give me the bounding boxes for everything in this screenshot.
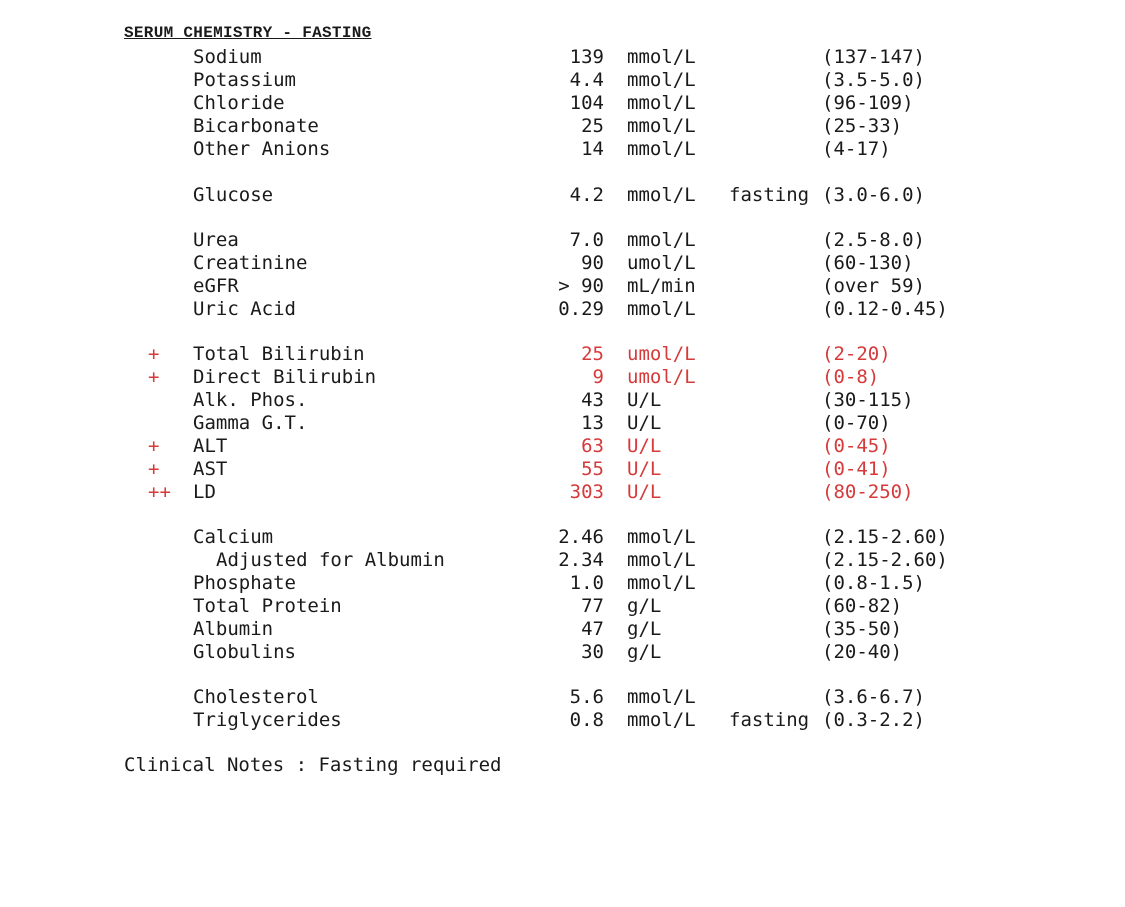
result-unit: umol/L	[627, 366, 696, 388]
result-row	[0, 298, 1125, 321]
reference-range: (4-17)	[822, 138, 891, 160]
result-unit: mmol/L	[627, 686, 696, 708]
reference-range: (60-82)	[822, 595, 903, 617]
reference-range: (3.0-6.0)	[822, 184, 925, 206]
test-name: Gamma G.T.	[193, 412, 308, 434]
result-row	[0, 686, 1125, 709]
result-unit: mmol/L	[627, 184, 696, 206]
reference-range: (80-250)	[822, 481, 914, 503]
reference-range: (2.15-2.60)	[822, 549, 948, 571]
reference-range: (3.6-6.7)	[822, 686, 925, 708]
result-value: 30	[581, 641, 604, 663]
reference-range: (over 59)	[822, 275, 925, 297]
reference-range: (0.8-1.5)	[822, 572, 925, 594]
test-name: Triglycerides	[193, 709, 342, 731]
test-name: Total Protein	[193, 595, 342, 617]
result-row	[0, 389, 1125, 412]
result-flag: +	[148, 458, 160, 480]
result-value: 104	[569, 92, 604, 114]
result-unit: U/L	[627, 412, 662, 434]
result-flag: +	[148, 366, 160, 388]
reference-range: (35-50)	[822, 618, 903, 640]
report-title: SERUM CHEMISTRY - FASTING	[124, 24, 372, 42]
result-unit: U/L	[627, 435, 662, 457]
test-name: Chloride	[193, 92, 285, 114]
reference-range: (96-109)	[822, 92, 914, 114]
result-unit: U/L	[627, 481, 662, 503]
reference-range: (25-33)	[822, 115, 903, 137]
result-unit: mmol/L	[627, 69, 696, 91]
test-name: Albumin	[193, 618, 274, 640]
result-row	[0, 229, 1125, 252]
result-value: 63	[581, 435, 604, 457]
reference-range: (0-41)	[822, 458, 891, 480]
result-value: 5.6	[569, 686, 604, 708]
result-unit: mL/min	[627, 275, 696, 297]
result-value: 139	[569, 46, 604, 68]
result-unit: mmol/L	[627, 709, 696, 731]
result-value: 2.46	[558, 526, 604, 548]
result-row	[0, 709, 1125, 732]
result-row	[0, 572, 1125, 595]
result-row	[0, 458, 1125, 481]
result-unit: mmol/L	[627, 526, 696, 548]
test-name: Direct Bilirubin	[193, 366, 377, 388]
result-value: 90	[581, 252, 604, 274]
result-unit: mmol/L	[627, 229, 696, 251]
result-flag: +	[148, 343, 160, 365]
test-name: Glucose	[193, 184, 274, 206]
result-row	[0, 595, 1125, 618]
reference-range: (0-70)	[822, 412, 891, 434]
test-name: Urea	[193, 229, 239, 251]
result-unit: mmol/L	[627, 138, 696, 160]
result-unit: U/L	[627, 389, 662, 411]
reference-range: (137-147)	[822, 46, 925, 68]
test-name: Sodium	[193, 46, 262, 68]
result-value: 55	[581, 458, 604, 480]
result-value: 43	[581, 389, 604, 411]
result-unit: mmol/L	[627, 298, 696, 320]
result-unit: mmol/L	[627, 46, 696, 68]
result-unit: U/L	[627, 458, 662, 480]
result-value: 9	[592, 366, 604, 388]
result-value: 47	[581, 618, 604, 640]
test-name: Uric Acid	[193, 298, 296, 320]
clinical-notes: Clinical Notes : Fasting required	[124, 754, 502, 776]
reference-range: (30-115)	[822, 389, 914, 411]
result-row	[0, 115, 1125, 138]
result-value: 77	[581, 595, 604, 617]
result-flag: +	[148, 435, 160, 457]
result-value: 0.8	[569, 709, 604, 731]
result-row	[0, 481, 1125, 504]
result-row	[0, 366, 1125, 389]
test-name: Total Bilirubin	[193, 343, 365, 365]
result-unit: g/L	[627, 618, 662, 640]
result-value: 7.0	[569, 229, 604, 251]
result-unit: g/L	[627, 595, 662, 617]
result-row	[0, 526, 1125, 549]
test-name: AST	[193, 458, 228, 480]
result-value: > 90	[558, 275, 604, 297]
result-value: 1.0	[569, 572, 604, 594]
test-name: Calcium	[193, 526, 274, 548]
result-unit: umol/L	[627, 343, 696, 365]
result-unit: mmol/L	[627, 115, 696, 137]
test-name: LD	[193, 481, 216, 503]
reference-range: (0-45)	[822, 435, 891, 457]
result-row	[0, 252, 1125, 275]
result-value: 4.4	[569, 69, 604, 91]
test-name: Bicarbonate	[193, 115, 319, 137]
reference-range: (0-8)	[822, 366, 880, 388]
result-unit: mmol/L	[627, 549, 696, 571]
result-row	[0, 435, 1125, 458]
reference-range: (2-20)	[822, 343, 891, 365]
result-value: 13	[581, 412, 604, 434]
reference-range: (20-40)	[822, 641, 903, 663]
result-value: 303	[569, 481, 604, 503]
test-name: Cholesterol	[193, 686, 319, 708]
reference-range: (2.5-8.0)	[822, 229, 925, 251]
result-unit: mmol/L	[627, 92, 696, 114]
test-name: Phosphate	[193, 572, 296, 594]
result-note: fasting	[729, 709, 810, 731]
test-name: Other Anions	[193, 138, 331, 160]
test-name: eGFR	[193, 275, 239, 297]
result-value: 14	[581, 138, 604, 160]
result-row	[0, 343, 1125, 366]
result-value: 25	[581, 343, 604, 365]
result-note: fasting	[729, 184, 810, 206]
result-flag: ++	[148, 481, 171, 503]
test-name: Creatinine	[193, 252, 308, 274]
reference-range: (60-130)	[822, 252, 914, 274]
test-name: Adjusted for Albumin	[216, 549, 445, 571]
result-unit: g/L	[627, 641, 662, 663]
reference-range: (0.12-0.45)	[822, 298, 948, 320]
result-row	[0, 184, 1125, 207]
result-unit: mmol/L	[627, 572, 696, 594]
reference-range: (2.15-2.60)	[822, 526, 948, 548]
result-value: 2.34	[558, 549, 604, 571]
test-name: ALT	[193, 435, 228, 457]
result-unit: umol/L	[627, 252, 696, 274]
result-row	[0, 46, 1125, 69]
test-name: Alk. Phos.	[193, 389, 308, 411]
result-row	[0, 275, 1125, 298]
result-row	[0, 618, 1125, 641]
result-row	[0, 641, 1125, 664]
result-row	[0, 69, 1125, 92]
test-name: Globulins	[193, 641, 296, 663]
result-value: 4.2	[569, 184, 604, 206]
reference-range: (0.3-2.2)	[822, 709, 925, 731]
result-value: 25	[581, 115, 604, 137]
test-name: Potassium	[193, 69, 296, 91]
result-row	[0, 138, 1125, 161]
reference-range: (3.5-5.0)	[822, 69, 925, 91]
result-row	[0, 92, 1125, 115]
result-value: 0.29	[558, 298, 604, 320]
result-row	[0, 412, 1125, 435]
result-row	[0, 549, 1125, 572]
